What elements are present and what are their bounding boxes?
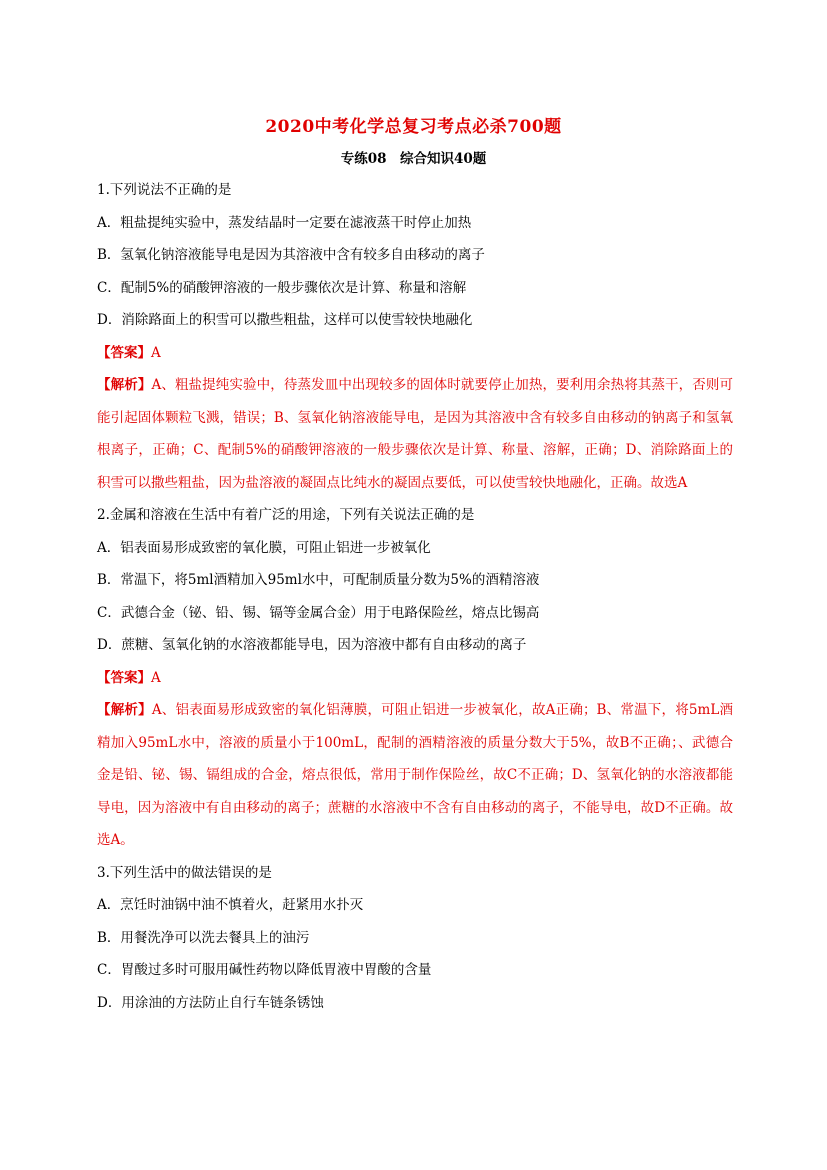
- option-a: A．烹饪时油锅中油不慎着火，赶紧用水扑灭: [97, 897, 364, 913]
- document-subtitle: 专练08 综合知识40题: [340, 151, 487, 167]
- option-c: C．胃酸过多时可服用碱性药物以降低胃液中胃酸的含量: [97, 962, 432, 978]
- option-d: D．蔗糖、氢氧化钠的水溶液都能导电，因为溶液中都有自由移动的离子: [97, 637, 527, 653]
- explanation-label: 【解析】: [97, 377, 152, 393]
- question-3: [97, 857, 733, 1020]
- explanation-text: A、铝表面易形成致密的氧化铝薄膜，可阻止铝进一步被氧化，故A正确；B、常温下，将5mL酒精加入95mL水中，溶液的质量小于100mL，配制的酒精溶液的质量分数大于5%，故B不正确；、武德合金是铅、铋、锡、镉组成的合金，熔点很低，常用于制作保险丝，故C不正确；D、氢氧化钠的水溶液都能导电，因为溶液中有自由移动的离子；蔗糖的水溶液中不含有自由移动的离子，不能导电，故D不正确。故选A。: [97, 702, 733, 848]
- question-2: [97, 499, 733, 857]
- explanation: [97, 694, 733, 857]
- question-stem: 3.下列生活中的做法错误的是: [97, 864, 272, 881]
- answer-line: [97, 337, 733, 370]
- option-c: C．配制5%的硝酸钾溶液的一般步骤依次是计算、称量和溶解: [97, 279, 467, 296]
- option-b: B．氢氧化钠溶液能导电是因为其溶液中含有较多自由移动的离子: [97, 247, 485, 263]
- option-d: D．用涂油的方法防止自行车链条锈蚀: [97, 994, 324, 1011]
- option-b: B．用餐洗净可以洗去餐具上的油污: [97, 929, 310, 946]
- answer-label: 【答案】: [97, 344, 151, 361]
- answer-value: A: [151, 669, 161, 686]
- explanation-label: 【解析】: [97, 702, 152, 718]
- question-1: [97, 174, 733, 499]
- question-stem: 1.下列说法不正确的是: [97, 182, 232, 198]
- option-b: B．常温下，将5ml酒精加入95ml水中，可配制质量分数为5%的酒精溶液: [97, 572, 540, 588]
- option-d: D．消除路面上的积雪可以撒些粗盐，这样可以使雪较快地融化: [97, 312, 473, 328]
- question-stem: 2.金属和溶液在生活中有着广泛的用途，下列有关说法正确的是: [97, 507, 475, 523]
- option-c: C．武德合金（铋、铅、锡、镉等金属合金）用于电路保险丝，熔点比锡高: [97, 604, 540, 621]
- question-list: [97, 174, 733, 1019]
- explanation: [97, 369, 733, 499]
- option-a: A．粗盐提纯实验中，蒸发结晶时一定要在滤液蒸干时停止加热: [97, 214, 472, 231]
- answer-line: [97, 662, 733, 695]
- document-title: 2020中考化学总复习考点必杀700题: [265, 117, 562, 137]
- answer-label: 【答案】: [97, 669, 151, 686]
- option-a: A．铝表面易形成致密的氧化膜，可阻止铝进一步被氧化: [97, 539, 431, 556]
- answer-value: A: [151, 344, 161, 361]
- explanation-text: A、粗盐提纯实验中，待蒸发皿中出现较多的固体时就要停止加热，要利用余热将其蒸干，否则可能引起固体颗粒飞溅，错误；B、氢氧化钠溶液能导电，是因为其溶液中含有较多自由移动的钠离子和氢氧根离子，正确；C、配制5%的硝酸钾溶液的一般步骤依次是计算、称量、溶解，正确；D、消除路面上的积雪可以撒些粗盐，因为盐溶液的凝固点比纯水的凝固点要低，可以使雪较快地融化，正确。故选A: [97, 377, 734, 491]
